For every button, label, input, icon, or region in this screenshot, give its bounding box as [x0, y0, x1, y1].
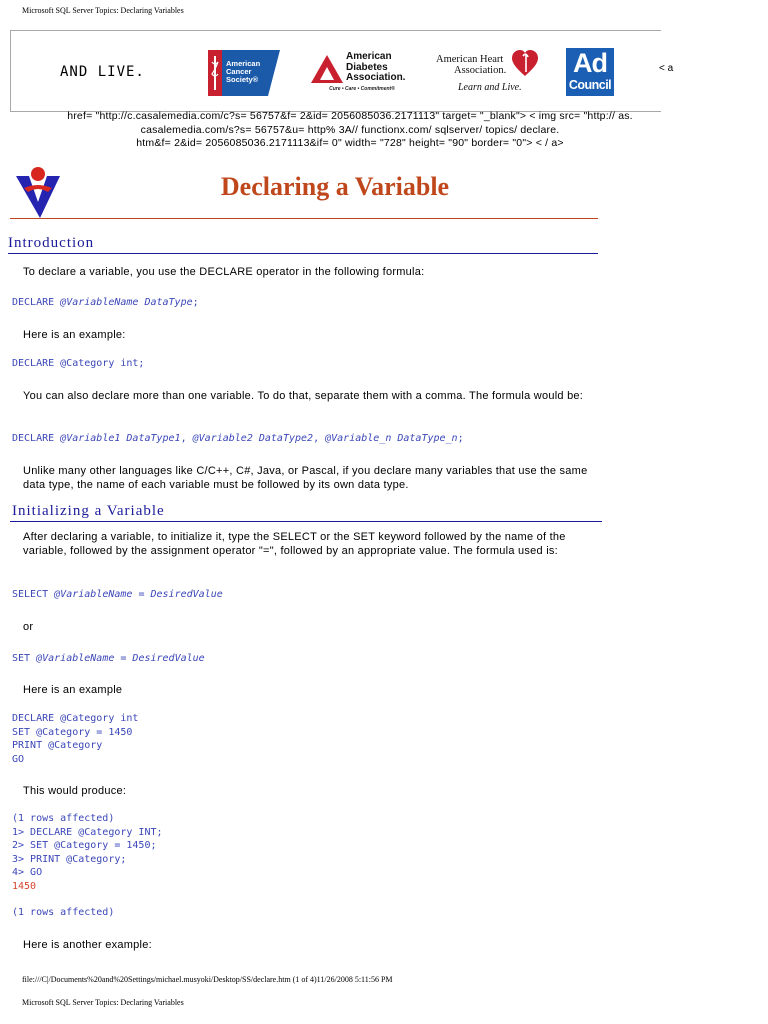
code-keyword: SELECT: [12, 589, 55, 600]
code-italic-3: @Variable_n DataType_n: [325, 433, 458, 444]
ad-council-logo[interactable]: [566, 48, 614, 96]
ad-markup-line1: href= "http://c.casalemedia.com/c?s= 56757&f= 2&id= 2056085036.2171113" target= "_blank"> < img src= "http:// as.: [67, 110, 633, 122]
code-italic: @VariableName = DesiredValue: [36, 653, 205, 664]
acs-line1: American: [226, 59, 261, 68]
acs-line3: Society®: [226, 75, 259, 84]
ada-line3: Association.: [346, 72, 406, 83]
aha-logo[interactable]: [434, 50, 540, 96]
code-set-formula: [12, 652, 205, 666]
aha-line2: Association.: [454, 65, 507, 76]
ad-markup-text: [14, 110, 686, 151]
intro-paragraph-2: Here is an example:: [23, 329, 126, 341]
code-keyword: SET: [12, 653, 37, 664]
code-declare-formula: [12, 296, 199, 310]
code-keyword: DECLARE: [12, 433, 61, 444]
intro-paragraph-1: To declare a variable, you use the DECLARE operator in the following formula:: [23, 266, 425, 278]
code-terminator: ;: [457, 433, 464, 444]
ada-triangle-icon: [310, 54, 344, 84]
code-terminator: ;: [192, 297, 199, 308]
heart-torch-icon: [512, 50, 538, 78]
intro-paragraph-4: Unlike many other languages like C/C++, C#, Java, or Pascal, if you declare many variables that use the same data type, the name of each variable must be followed by its own data type.: [23, 465, 588, 491]
ad-markup-line3: htm&f= 2&id= 2056085036.2171113&if= 0" width= "728" height= "90" border= "0"> < / a>: [136, 137, 564, 149]
aha-line1: American Heart: [436, 54, 504, 65]
heading-rule: [8, 253, 598, 254]
code-italic: @VariableName DataType: [60, 297, 193, 308]
code-example-block: DECLARE @Category int SET @Category = 1450 PRINT @Category GO: [12, 713, 139, 765]
init-paragraph-2: Here is an example: [23, 684, 123, 696]
code-declare-example: DECLARE @Category int;: [12, 358, 145, 369]
print-next-page-title: Microsoft SQL Server Topics: Declaring Variables: [22, 998, 184, 1007]
aha-motto: Learn and Live.: [458, 82, 522, 93]
code-keyword: DECLARE: [12, 297, 61, 308]
init-paragraph-4: Here is another example:: [23, 939, 152, 951]
print-header-title: Microsoft SQL Server Topics: Declaring Variables: [22, 6, 184, 15]
page-title: Declaring a Variable: [220, 172, 450, 201]
intro-paragraph-3: You can also declare more than one variable. To do that, separate them with a comma. The formula would be:: [23, 390, 584, 402]
acs-logo[interactable]: [208, 50, 280, 96]
init-paragraph-3: This would produce:: [23, 785, 127, 797]
ad-council-line1: Ad: [573, 48, 607, 78]
init-or: or: [23, 621, 34, 633]
init-paragraph-1: After declaring a variable, to initialize it, type the SELECT or the SET keyword followed by the name of the variable, followed by the assignment operator "=", followed by an appropriate value. The formula used is:: [23, 531, 566, 557]
code-select-formula: [12, 588, 223, 602]
acs-line2: Cancer: [226, 67, 252, 76]
ada-line1: American: [346, 51, 392, 62]
code-italic-1: @Variable1 DataType1: [60, 433, 181, 444]
ad-markup-fragment: < a: [659, 63, 674, 74]
ad-tagline: AND LIVE.: [60, 64, 145, 80]
code-italic: @VariableName = DesiredValue: [54, 589, 223, 600]
section-heading-introduction: Introduction: [8, 235, 95, 251]
functionx-logo-icon: [14, 164, 64, 220]
ada-logo[interactable]: [308, 52, 416, 96]
ada-motto: Cure • Care • Commitment®: [329, 86, 395, 92]
heading-rule: [10, 521, 602, 522]
code-output-block: (1 rows affected) 1> DECLARE @Category INT; 2> SET @Category = 1450; 3> PRINT @Category; 4> GO: [12, 813, 163, 878]
ad-council-line2: Council: [568, 78, 612, 92]
code-italic-2: @Variable2 DataType2: [192, 433, 314, 444]
section-heading-initializing: Initializing a Variable: [12, 503, 165, 519]
ad-markup-line2: casalemedia.com/s?s= 56757&u= http% 3A// functionx.com/ sqlserver/ topics/ declare.: [140, 123, 560, 136]
code-sep-2: ,: [313, 433, 326, 444]
code-declare-multiple: [12, 432, 464, 446]
code-sep-1: ,: [180, 433, 193, 444]
title-rule: [10, 218, 598, 219]
print-footer-path: file:///C|/Documents%20and%20Settings/michael.musyoki/Desktop/SS/declare.htm (1 of 4)11/26/2008 5:11:56 PM: [22, 975, 393, 984]
ada-line2: Diabetes: [346, 61, 388, 73]
code-output-value: 1450: [12, 881, 37, 892]
code-output-tail: (1 rows affected): [12, 907, 115, 918]
